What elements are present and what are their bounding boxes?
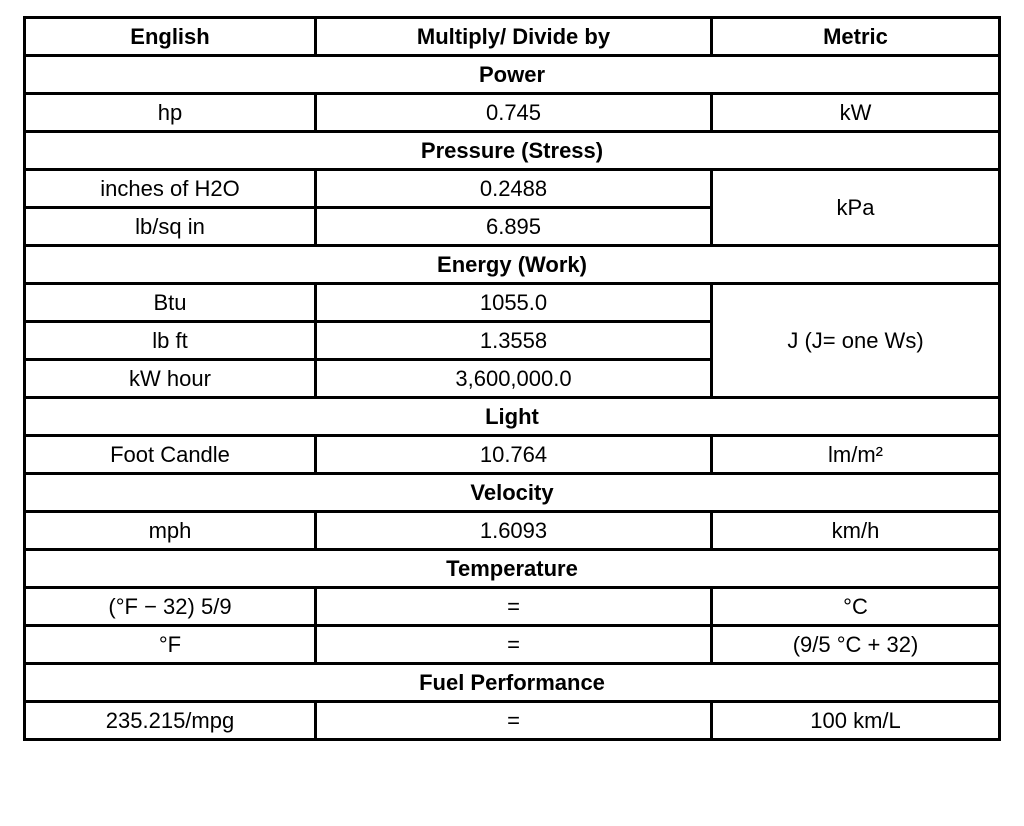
section-row-power [25,56,1000,94]
table-row [25,284,1000,322]
conversion-table [23,16,1001,741]
english-unit: hp [25,94,316,132]
section-row-temperature [25,550,1000,588]
metric-unit: kPa [712,170,1000,246]
section-row-velocity [25,474,1000,512]
metric-unit: lm/m² [712,436,1000,474]
section-title-pressure: Pressure (Stress) [25,132,1000,170]
english-unit: 235.215/mpg [25,702,316,740]
metric-unit: J (J= one Ws) [712,284,1000,398]
conversion-factor: = [316,588,712,626]
english-unit: Foot Candle [25,436,316,474]
english-unit: lb/sq in [25,208,316,246]
conversion-factor: 3,600,000.0 [316,360,712,398]
section-title-energy: Energy (Work) [25,246,1000,284]
metric-unit: (9/5 °C + 32) [712,626,1000,664]
conversion-factor: 6.895 [316,208,712,246]
english-unit: Btu [25,284,316,322]
conversion-factor: = [316,702,712,740]
section-title-temperature: Temperature [25,550,1000,588]
section-row-pressure [25,132,1000,170]
header-english: English [25,18,316,56]
section-row-light [25,398,1000,436]
section-title-power: Power [25,56,1000,94]
english-unit: lb ft [25,322,316,360]
conversion-factor: = [316,626,712,664]
metric-unit: km/h [712,512,1000,550]
table-row [25,512,1000,550]
table-row [25,94,1000,132]
metric-unit: °C [712,588,1000,626]
english-unit: mph [25,512,316,550]
section-title-fuel: Fuel Performance [25,664,1000,702]
english-unit: °F [25,626,316,664]
conversion-factor: 1.3558 [316,322,712,360]
conversion-factor: 1.6093 [316,512,712,550]
section-row-fuel [25,664,1000,702]
section-title-velocity: Velocity [25,474,1000,512]
english-unit: (°F − 32) 5/9 [25,588,316,626]
table-row [25,170,1000,208]
header-factor: Multiply/ Divide by [316,18,712,56]
table-row [25,588,1000,626]
english-unit: inches of H2O [25,170,316,208]
table-row [25,626,1000,664]
conversion-factor: 10.764 [316,436,712,474]
conversion-factor: 0.745 [316,94,712,132]
conversion-factor: 1055.0 [316,284,712,322]
table-row [25,702,1000,740]
english-unit: kW hour [25,360,316,398]
section-title-light: Light [25,398,1000,436]
header-row [25,18,1000,56]
conversion-factor: 0.2488 [316,170,712,208]
metric-unit: 100 km/L [712,702,1000,740]
table-row [25,436,1000,474]
metric-unit: kW [712,94,1000,132]
header-metric: Metric [712,18,1000,56]
section-row-energy [25,246,1000,284]
